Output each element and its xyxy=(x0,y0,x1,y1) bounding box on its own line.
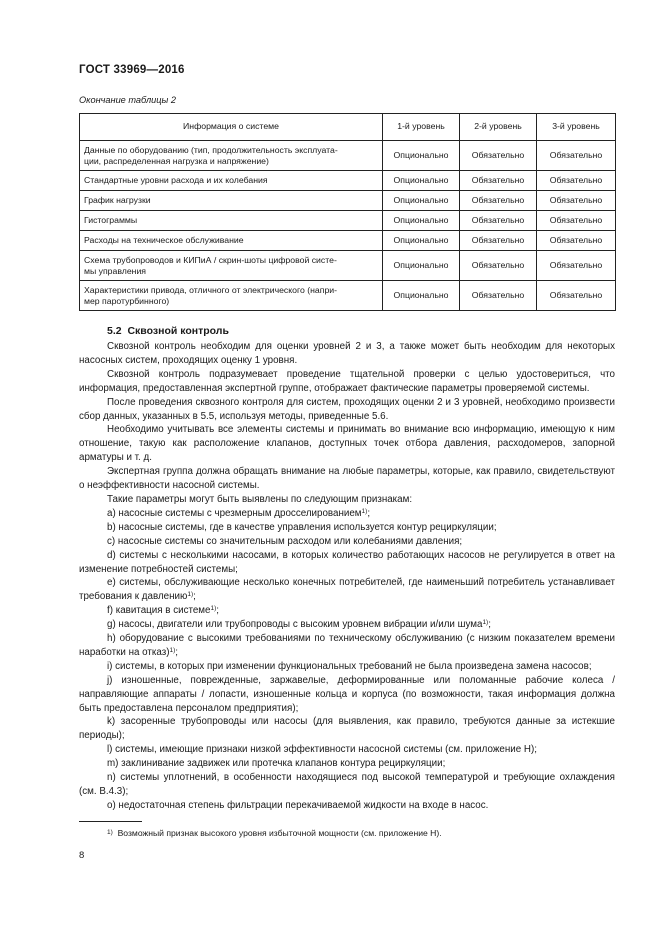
level-1-cell: Опционально xyxy=(383,191,460,211)
list-item: i) системы, в которых при изменении функциональных требований не была произведена замена насосов; xyxy=(107,660,592,672)
column-header-level-3: 3-й уровень xyxy=(537,114,616,141)
table-row xyxy=(80,251,616,281)
paragraph: Необходимо учитывать все элементы системы и принимать во внимание всю информацию, имеющую к ним отношение, такую как расположение клапанов, доступных точек отбора давления, расходомеров, запорной арматуры и т. д. xyxy=(79,424,615,464)
list-item: b) насосные системы, где в качестве управления используется контур рециркуляции; xyxy=(107,521,497,533)
list-item: m) заклинивание задвижек или протечка клапанов контура рециркуляции; xyxy=(107,758,446,770)
list-item: h) оборудование с высокими требованиями по техническому обслуживанию (с низким показателем времени наработки на отказ)$^{1)}$; xyxy=(79,633,615,658)
table-row xyxy=(80,191,616,211)
footnote-ref: 1) xyxy=(361,507,368,515)
table-row xyxy=(80,231,616,251)
footnote-ref: 1) xyxy=(210,605,217,613)
requirements-table xyxy=(79,113,616,311)
info-cell: Расходы на техническое обслуживание xyxy=(80,231,383,251)
table-row xyxy=(80,171,616,191)
list-item: g) насосы, двигатели или трубопроводы с высоким уровнем вибрации и/или шума$^{1)}$; xyxy=(107,619,491,631)
level-1-cell: Опционально xyxy=(383,141,460,171)
paragraph: После проведения сквозного контроля для систем, проходящих оценки 2 и 3 уровней, необходимо произвести сбор данных, указанных в 5.5, используя методы, приведенные 5.6. xyxy=(79,396,615,422)
table-header-row xyxy=(80,114,616,141)
list-item: а) насосные системы с чрезмерным дросселированием$^{1)}$; xyxy=(107,507,371,519)
list-item: j) изношенные, поврежденные, заржавелые, деформированные или поломанные рабочие колеса / направляющие аппараты / лопасти, изношенные кольца и корпуса (по возможности, такая информация должна быть предоставлена персоналом предприятия); xyxy=(79,674,615,714)
list-item: o) недостаточная степень фильтрации перекачиваемой жидкости на входе в насос. xyxy=(107,799,489,811)
level-1-cell: Опционально xyxy=(383,251,460,281)
column-header-level-2: 2-й уровень xyxy=(460,114,537,141)
column-header-info: Информация о системе xyxy=(80,114,383,141)
level-2-cell: Обязательно xyxy=(460,281,537,311)
table-row xyxy=(80,141,616,171)
paragraph: Сквозной контроль необходим для оценки уровней 2 и 3, а также может быть необходим для некоторых насосных систем, проходящих оценку 1 уровня. xyxy=(79,341,615,366)
level-1-cell: Опционально xyxy=(383,171,460,191)
level-2-cell: Обязательно xyxy=(460,251,537,281)
list-item: l) системы, имеющие признаки низкой эффективности насосной системы (см. приложение Н); xyxy=(107,744,537,756)
footnote-ref: 1) xyxy=(187,591,194,599)
footnote-text: Возможный признак высокого уровня избыточной мощности (см. приложение Н). xyxy=(117,828,442,838)
info-cell: График нагрузки xyxy=(80,191,383,211)
section-body xyxy=(79,340,615,813)
paragraph: Такие параметры могут быть выявлены по следующим признакам: xyxy=(107,493,413,505)
table-row xyxy=(80,281,616,311)
document-header: ГОСТ 33969—2016 xyxy=(79,64,185,76)
level-3-cell: Обязательно xyxy=(537,231,616,251)
level-3-cell: Обязательно xyxy=(537,211,616,231)
level-1-cell: Опционально xyxy=(383,211,460,231)
level-2-cell: Обязательно xyxy=(460,171,537,191)
list-item: k) засоренные трубопроводы или насосы (для выявления, как правило, требуются данные за истекшие периоды); xyxy=(79,716,615,742)
level-1-cell: Опционально xyxy=(383,231,460,251)
level-1-cell: Опционально xyxy=(383,281,460,311)
footnote-ref: 1) xyxy=(169,646,176,654)
level-3-cell: Обязательно xyxy=(537,281,616,311)
list-item: n) системы уплотнений, в особенности находящиеся под высокой температурой и требующие охлаждения (см. В.4.3); xyxy=(79,772,615,797)
level-3-cell: Обязательно xyxy=(537,191,616,211)
level-3-cell: Обязательно xyxy=(537,171,616,191)
table-row xyxy=(80,211,616,231)
level-2-cell: Обязательно xyxy=(460,231,537,251)
footnote xyxy=(107,828,442,838)
info-cell: Характеристики привода, отличного от электрического (напри- мер паротурбинного) xyxy=(80,281,383,311)
paragraph: Экспертная группа должна обращать внимание на любые параметры, которые, как правило, свидетельствуют о неэффективности насосной системы. xyxy=(79,466,615,492)
level-3-cell: Обязательно xyxy=(537,251,616,281)
level-2-cell: Обязательно xyxy=(460,141,537,171)
list-item: e) системы, обслуживающие несколько конечных потребителей, где наименьший потребитель устанавливает требования к давлению$^{1)}$; xyxy=(79,577,615,603)
list-item: d) системы с несколькими насосами, в которых количество работающих насосов не регулируется в ответ на изменение потребностей системы; xyxy=(79,549,615,575)
list-item: c) насосные системы со значительным расходом или колебаниями давления; xyxy=(107,535,463,547)
level-2-cell: Обязательно xyxy=(460,211,537,231)
page-number: 8 xyxy=(79,850,85,861)
info-cell: Гистограммы xyxy=(80,211,383,231)
info-cell: Стандартные уровни расхода и их колебания xyxy=(80,171,383,191)
footnote-divider xyxy=(79,821,142,822)
level-2-cell: Обязательно xyxy=(460,191,537,211)
level-3-cell: Обязательно xyxy=(537,141,616,171)
table-caption: Окончание таблицы 2 xyxy=(79,95,176,105)
footnote-ref: 1) xyxy=(482,619,489,627)
info-cell: Схема трубопроводов и КИПиА / скрин-шоты цифровой систе- мы управления xyxy=(80,251,383,281)
list-item: f) кавитация в системе$^{1)}$; xyxy=(107,605,219,617)
column-header-level-1: 1-й уровень xyxy=(383,114,460,141)
section-heading: 5.2 Сквозной контроль xyxy=(107,325,229,337)
paragraph: Сквозной контроль подразумевает проведение тщательной проверки с целью удостовериться, что информация, предоставленная экспертной группе, отображает фактические параметры проверяемой системы. xyxy=(79,368,615,394)
footnote-mark: 1) xyxy=(107,829,113,836)
info-cell: Данные по оборудованию (тип, продолжительность эксплуата- ции, распределенная нагрузка и напряжение) xyxy=(80,141,383,171)
